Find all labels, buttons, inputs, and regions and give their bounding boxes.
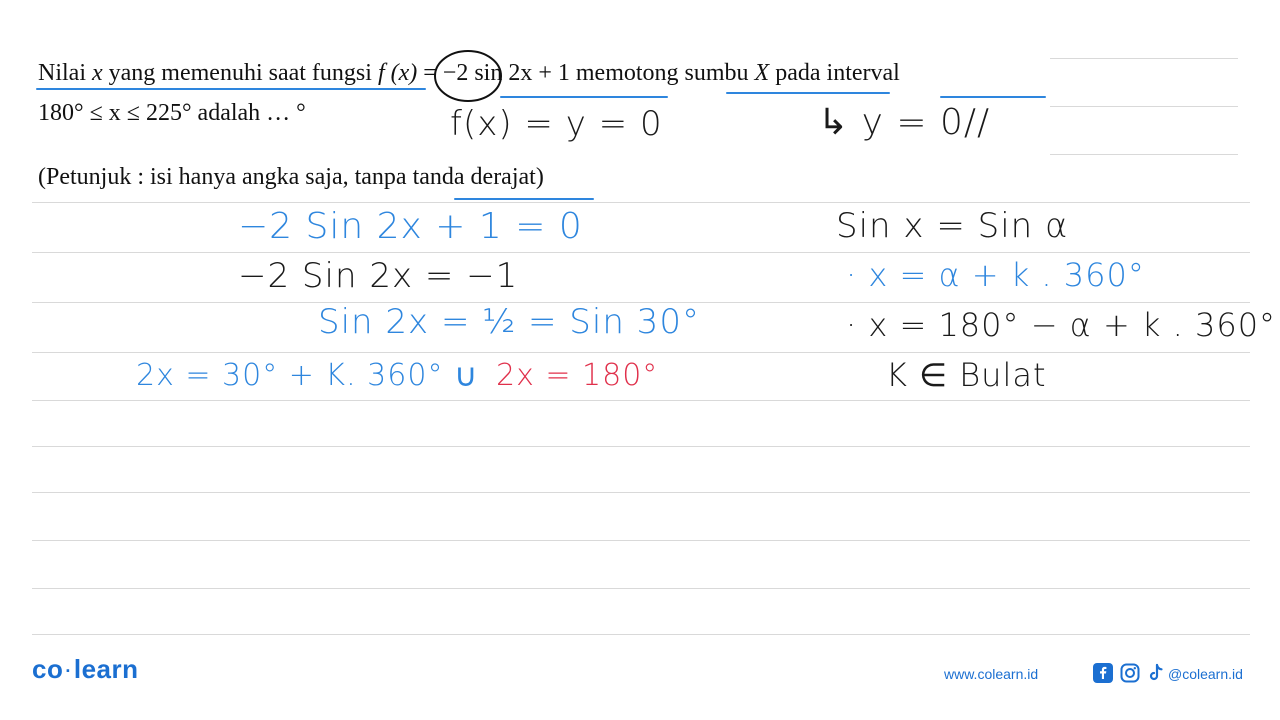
axis-label: X: [754, 60, 770, 86]
variable-x: x: [92, 60, 103, 86]
ruled-line: [32, 352, 1250, 353]
note-y-zero: ↳ y = 0//: [818, 102, 991, 143]
underline-annotation: [36, 88, 426, 90]
note-fx-zero: f(x) = y = 0: [450, 104, 663, 144]
ruled-line: [1050, 154, 1238, 155]
union-symbol: ∪: [454, 356, 479, 394]
hint-text: (Petunjuk : isi hanya angka saja, tanpa tanda derajat): [38, 164, 544, 190]
ruled-line: [32, 634, 1250, 635]
function-fx: f (x): [377, 60, 418, 86]
tiktok-icon[interactable]: [1146, 663, 1166, 683]
underline-annotation: [726, 92, 890, 94]
facebook-icon[interactable]: [1093, 663, 1113, 683]
ruled-line: [1050, 58, 1238, 59]
problem-line-2: [38, 98, 306, 128]
colearn-logo: co ·learn: [32, 654, 139, 684]
step-2: −2 Sin 2x = −1: [238, 256, 519, 296]
step-1: −2 Sin 2x + 1 = 0: [238, 206, 583, 247]
step-3: Sin 2x = ½ = Sin 30°: [318, 302, 700, 342]
ruled-line: [32, 588, 1250, 589]
hint: [38, 162, 544, 192]
ruled-line: [32, 202, 1250, 203]
instagram-icon[interactable]: [1120, 663, 1140, 683]
ruled-line: [1050, 106, 1238, 107]
underline-annotation: [940, 96, 1046, 98]
problem-text: yang memenuhi saat fungsi: [102, 60, 378, 86]
rule-k-integer: K ∈ Bulat: [886, 356, 1047, 394]
rule-sin-equal: Sin x = Sin α: [836, 206, 1069, 246]
ruled-line: [32, 446, 1250, 447]
ruled-line: [32, 540, 1250, 541]
ruled-line: [32, 252, 1250, 253]
underline-annotation: [500, 96, 668, 98]
function-equation: = −2 sin 2x + 1: [417, 60, 576, 86]
problem-text: memotong sumbu: [575, 60, 755, 86]
interval: 180° ≤ x ≤ 225°: [38, 100, 192, 126]
rule-solution-1: · x = α + k . 360°: [846, 256, 1145, 294]
social-handle[interactable]: @colearn.id: [1168, 666, 1243, 682]
website-link[interactable]: www.colearn.id: [944, 666, 1039, 682]
ruled-line: [32, 400, 1250, 401]
problem-text: pada interval: [769, 60, 900, 86]
underline-annotation: [454, 198, 594, 200]
ruled-line: [32, 492, 1250, 493]
rule-solution-2: · x = 180° − α + k . 360°: [846, 306, 1277, 344]
step-4a: 2x = 30° + K. 360°: [136, 358, 444, 393]
problem-text: Nilai: [38, 60, 92, 86]
step-4b: 2x = 180°: [496, 358, 659, 393]
circle-annotation: [428, 44, 510, 104]
problem-text: adalah … °: [191, 100, 306, 126]
